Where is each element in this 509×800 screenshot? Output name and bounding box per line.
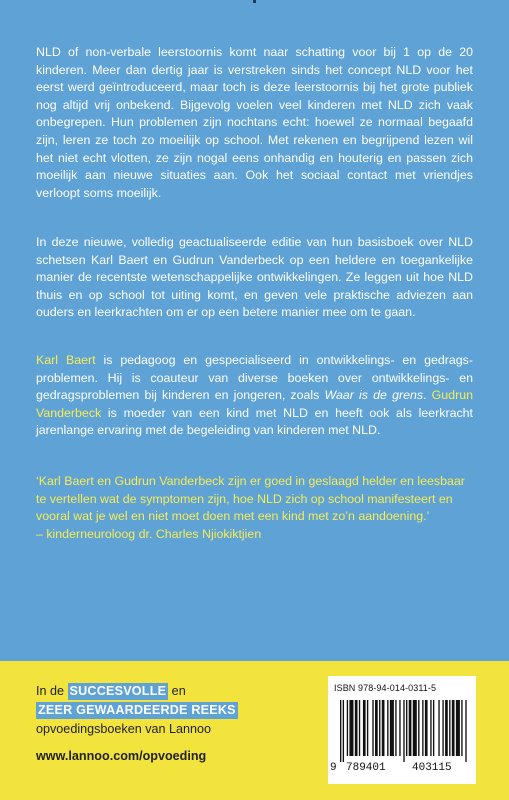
barcode-stripe: [465, 700, 466, 762]
barcode-stripe: [390, 700, 394, 756]
barcode-stripe: [347, 700, 348, 756]
barcode-digit-group-2: 403115: [412, 762, 452, 774]
blurb-paragraph-1: NLD of non-verbale leerstoornis komt naar schatting voor bij 1 op de 20 kinderen. Meer dan dertig jaar is verstreken sinds het concept NLD voor het eerst werd geïntroduceerd, maar toch is deze leerstoornis bij het grote publiek nog altijd vrij onbekend. Bijgevolg voelen veel kinderen met NLD zich vaak onbegrepen. Hun problemen zijn nochtans echt: hoewel ze normaal begaafd zijn, leren ze toch zo moeilijk op school. Met rekenen en begrijpend lezen wil het niet echt vlotten, ze zijn nogal eens onhandig en houterig en passen zich moeilijk aan nieuwe situaties aan. Ook het sociaal contact met vriendjes verloopt soms moeilijk.: [36, 45, 473, 200]
barcode-icon: [340, 700, 468, 762]
barcode-stripe: [355, 700, 358, 756]
review-quote: [36, 473, 476, 543]
barcode-stripe: [409, 700, 412, 756]
barcode-box: [328, 676, 476, 784]
review-quote-text: ‘Karl Baert en Gudrun Vanderbeck zijn er goed in geslaagd helder en leesbaar te vertellen wat de symptomen zijn, hoe NLD zich op school manifesteert en vooral wat je wel en niet moet doen met een kind met zo’n aandoening.’: [36, 474, 465, 524]
barcode-stripe: [430, 700, 431, 756]
barcode-stripe: [413, 700, 417, 756]
barcode-stripe: [433, 700, 434, 756]
isbn-text: ISBN 978-94-014-0311-5: [334, 683, 437, 693]
book-title-reference: Waar is de grens: [324, 388, 424, 403]
author-bio-text-1: is pedagoog en gespecialiseerd in ontwikkelings- en gedragsproblemen. Hij is coauteur van diverse boeken over ontwikkelings- en gedragsproblemen bij kinderen en jongeren, zoals: [36, 353, 474, 403]
barcode-stripe: [438, 700, 439, 756]
barcode-stripe: [442, 700, 443, 756]
author-bio-text-2: .: [423, 388, 432, 403]
series-prefix: In de: [36, 684, 68, 698]
series-highlight-1: SUCCESVOLLE: [69, 684, 167, 698]
barcode-stripe: [395, 700, 396, 756]
barcode-stripe: [379, 700, 380, 756]
barcode-stripe: [359, 700, 360, 756]
top-mark: [253, 0, 256, 3]
barcode-stripe: [340, 700, 341, 762]
barcode-stripe: [452, 700, 455, 756]
series-line-3: opvoedingsboeken van Lannoo: [36, 722, 212, 736]
series-highlight-2: ZEER GEWAARDEERDE REEKS: [38, 703, 236, 717]
barcode-stripe: [449, 700, 450, 756]
barcode-stripe: [445, 700, 448, 756]
publisher-url[interactable]: www.lannoo.com/opvoeding: [36, 749, 207, 763]
barcode-stripe: [456, 700, 460, 756]
barcode-stripe: [425, 700, 428, 756]
barcode-digit-group-1: 789401: [346, 762, 386, 774]
author-name-karl: Karl Baert: [36, 353, 96, 367]
barcode-stripe: [461, 700, 462, 756]
barcode-stripe: [343, 700, 344, 762]
barcode-stripe: [363, 700, 366, 756]
barcode-digit-first: 9: [330, 762, 337, 774]
barcode-stripe: [372, 700, 373, 756]
barcode-stripe: [367, 700, 368, 756]
series-info: [36, 683, 276, 740]
barcode-stripe: [399, 700, 400, 756]
series-mid: en: [168, 684, 186, 698]
author-bio: [36, 352, 473, 440]
author-bio-text-3: is moeder van een kind met NLD en heeft ook als leerkracht jarenlange ervaring met de begeleiding van kinderen met NLD.: [36, 405, 473, 438]
barcode-stripe: [403, 700, 404, 762]
barcode-stripe: [418, 700, 419, 756]
barcode-stripe: [422, 700, 423, 756]
barcode-stripe: [406, 700, 407, 756]
barcode-stripe: [382, 700, 385, 756]
barcode-stripe: [375, 700, 378, 756]
barcode-digits: [330, 762, 474, 778]
review-quote-attribution: – kinderneuroloog dr. Charles Njiokiktjien: [36, 526, 262, 541]
blurb-paragraph-2: In deze nieuwe, volledig geactualiseerde editie van hun basisboek over NLD schetsen Karl Baert en Gudrun Vanderbeck op een heldere en toegankelijke manier de recentste wetenschappelijke ontwikkelingen. Ze leggen uit hoe NLD thuis en op school tot uiting komt, en geven vele praktische adviezen aan ouders en leerkrachten om er op een betere manier mee om te gaan.: [36, 235, 473, 320]
barcode-stripe: [387, 700, 388, 756]
barcode-stripe: [349, 700, 353, 756]
author-name-gudrun: Gudrun Vanderbeck: [36, 388, 473, 420]
